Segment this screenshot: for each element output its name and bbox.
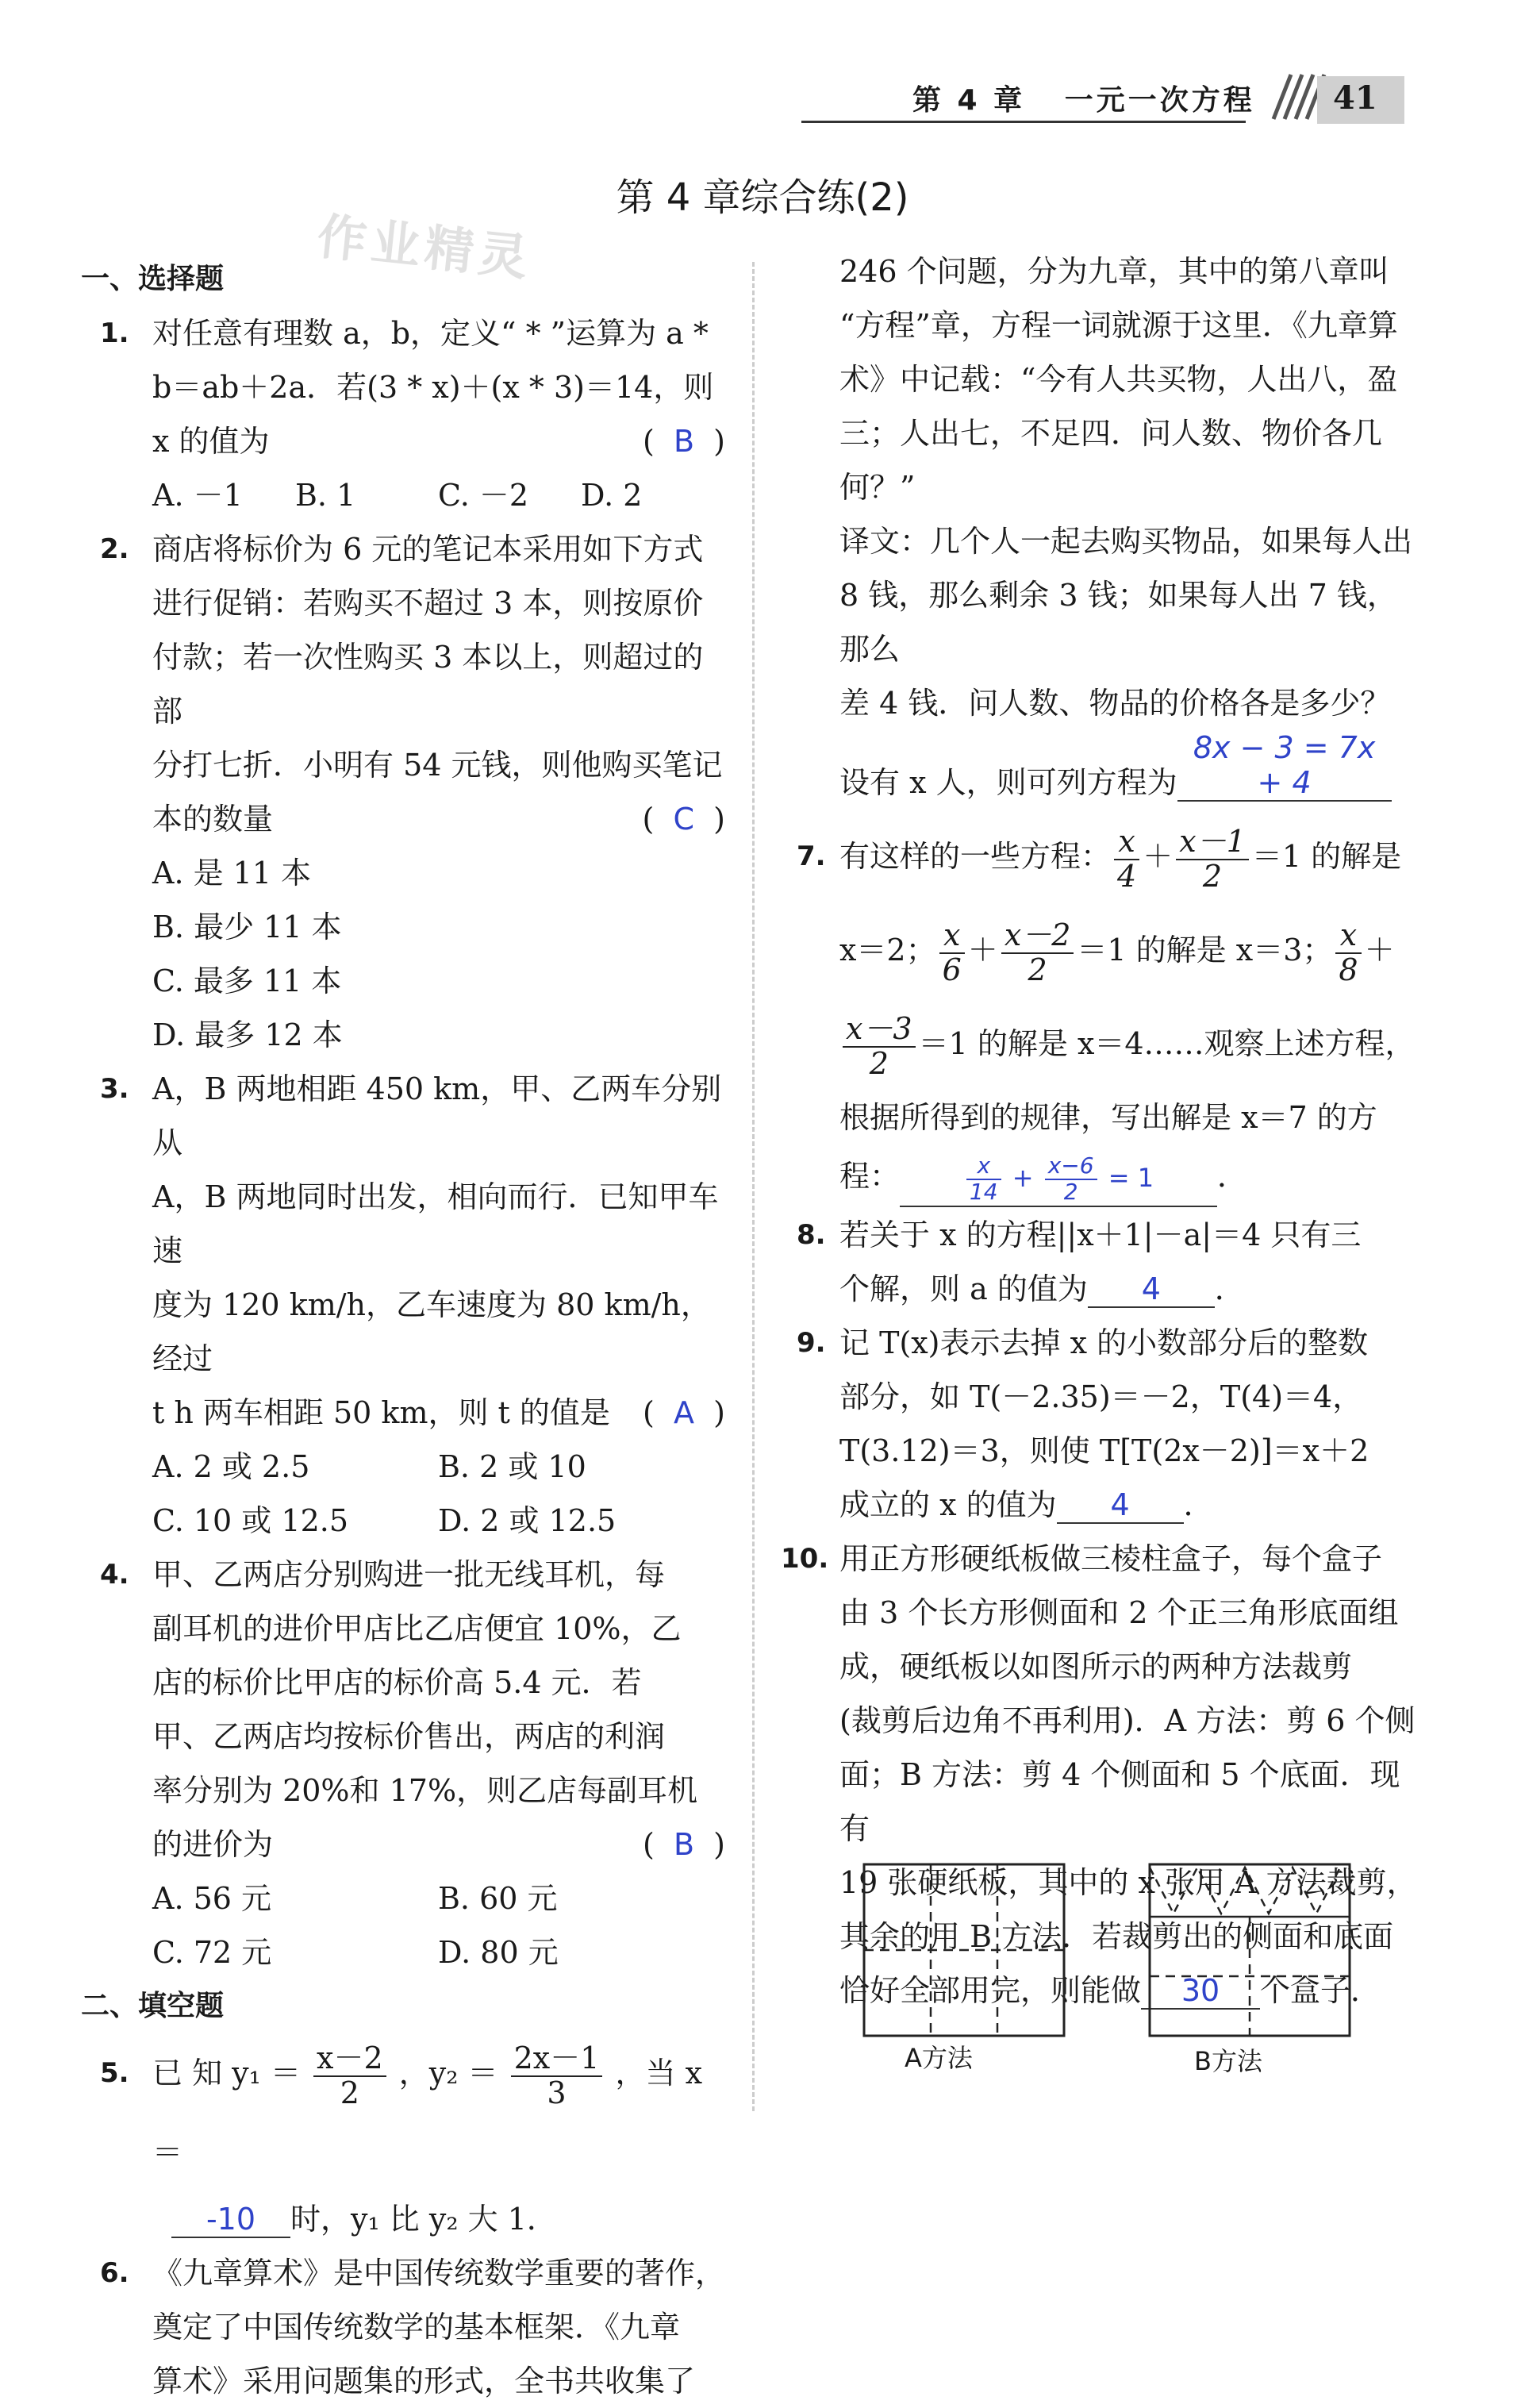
q7-fraction [1335, 919, 1361, 987]
q7-text: x＝2； [839, 933, 936, 967]
q7-text: 有这样的一些方程： [839, 839, 1112, 874]
answer-fraction [966, 1154, 1001, 1205]
option-a: A. 56 元 [152, 1881, 272, 1916]
q6-line: 《九章算术》是中国传统数学重要的著作， [152, 2256, 726, 2291]
q7-fraction [1114, 825, 1139, 894]
q5-fraction-1 [313, 2042, 386, 2110]
question-8 [793, 1208, 1420, 1316]
question-number: 4. [100, 1559, 129, 1591]
q3-line-text: t h 两车相距 50 km，则 t 的值是 [152, 1395, 610, 1430]
q7-fraction [843, 1010, 916, 1081]
q9-line: 记 T(x)表示去掉 x 的小数部分后的整数 [839, 1325, 1369, 1360]
q6-line [839, 730, 1420, 810]
q2-line: 商店将标价为 6 元的笔记本采用如下方式 [152, 532, 704, 567]
option-c: C. 72 元 [152, 1935, 272, 1970]
option-a: A. 是 11 本 [152, 856, 312, 890]
question-5 [86, 2033, 725, 2192]
answer-blank: 4 [1088, 1271, 1215, 1308]
question-number: 9. [797, 1327, 826, 1359]
q10-line: 成，硬纸板以如图所示的两种方法裁剪 [839, 1649, 1353, 1684]
method-b-label: B方法 [1194, 2046, 1262, 2076]
numerator: x－3 [843, 1013, 916, 1048]
option-c: C. 最多 11 本 [152, 964, 342, 998]
question-number: 6. [100, 2257, 129, 2289]
q9-line: 部分，如 T(－2.35)＝－2，T(4)＝4， [839, 1379, 1363, 1414]
denominator: 6 [942, 952, 962, 987]
numerator: 2x－1 [511, 2042, 603, 2077]
q9-line: 成立的 x 的值为 4 ． [839, 1487, 1214, 1522]
question-number: 1. [100, 317, 129, 349]
section-choice: 一、选择题 [81, 263, 225, 295]
q5-tail: 时，y₁ 比 y₂ 大 1． [290, 2202, 557, 2237]
q7-line: 程： $\frac{x}{14}$ + $\frac{x-6}{2}$ = 1 ． [839, 1144, 1420, 1208]
numerator: x [939, 919, 965, 954]
q10-line: 由 3 个长方形侧面和 2 个正三角形底面组 [839, 1595, 1399, 1630]
question-2 [86, 522, 725, 846]
q3-line [152, 1386, 725, 1440]
numerator: x－1 [1176, 825, 1249, 860]
q7-line [839, 997, 1420, 1091]
answer-blank: -10 [171, 2202, 290, 2238]
chapter-title: 一元一次方程 [1064, 84, 1255, 117]
q7-fraction [1001, 919, 1074, 987]
denominator: 2 [1028, 952, 1047, 987]
numerator: x [966, 1154, 1001, 1180]
option-d: D. 80 元 [438, 1935, 559, 1970]
watermark: 作业精灵 [314, 206, 536, 287]
q5-text: 已 知 y₁ ＝ [152, 2056, 301, 2091]
q1-line: 对任意有理数 a，b，定义“ * ”运算为 a * [152, 316, 709, 351]
q4-line: 店的标价比甲店的标价高 5.4 元．若 [152, 1665, 642, 1700]
q1-options [86, 468, 725, 522]
denominator: 2 [1063, 1179, 1078, 1205]
question-1 [86, 306, 725, 468]
question-4 [86, 1548, 725, 1871]
q7-text: 程： [839, 1159, 901, 1194]
numerator: x [1335, 919, 1361, 954]
q10-line: 其余的用 B 方法．若裁剪出的侧面和底面 [839, 1919, 1394, 1954]
q6-line: 奠定了中国传统数学的基本框架．《九章 [152, 2310, 681, 2345]
q4-options-row [86, 1925, 725, 1979]
option-b: B. 最少 11 本 [152, 910, 342, 944]
q7-fraction [1176, 825, 1249, 894]
chapter-number: 第 4 章 [912, 84, 1026, 117]
numerator: x−6 [1045, 1154, 1097, 1180]
q4-line: 副耳机的进价甲店比乙店便宜 10%，乙 [152, 1611, 682, 1646]
right-column [781, 244, 1420, 2018]
question-number: 8. [797, 1219, 826, 1251]
q3-options-row [86, 1494, 725, 1548]
denominator: 3 [547, 2075, 567, 2110]
question-number: 10. [781, 1543, 829, 1575]
answer-paren: ( C ) [642, 802, 725, 837]
q4-line [152, 1818, 725, 1871]
q4-line-text: 的进价为 [152, 1827, 274, 1862]
answer-tail: = 1 [1108, 1163, 1154, 1193]
answer: A [674, 1395, 695, 1430]
q3-options-row [86, 1440, 725, 1494]
question-7 [793, 810, 1420, 1208]
q7-text: ＝1 的解是 [1251, 839, 1402, 874]
q7-line: 有这样的一些方程： $\frac{x}{4}$ ＋ $\frac{x-1}{2}$ ＝1 的解是 [839, 823, 1402, 894]
option-d: D. 最多 12 本 [152, 1017, 343, 1052]
q5-text: ，y₂ ＝ [398, 2056, 498, 2091]
q8-text: 个解，则 a 的值为 [839, 1271, 1088, 1306]
q1-line: b＝ab＋2a．若(3 * x)＋(x * 3)＝14，则 [152, 370, 714, 405]
method-a-label: A方法 [905, 2043, 973, 2073]
denominator: 2 [869, 1045, 889, 1081]
denominator: 2 [1202, 858, 1223, 894]
section-fill: 二、填空题 [81, 1990, 225, 2022]
q3-line: A，B 两地相距 450 km，甲、乙两车分别从 [152, 1071, 722, 1160]
q6-line: 246 个问题，分为九章，其中的第八章叫 [839, 254, 1389, 289]
q9-text: 成立的 x 的值为 [839, 1487, 1057, 1522]
q2-line: 进行促销：若购买不超过 3 本，则按原价 [152, 586, 704, 621]
q7-line: 根据所得到的规律，写出解是 x＝7 的方 [839, 1100, 1377, 1135]
page-title: 第 4 章综合练(2) [616, 175, 909, 220]
q5-text: ，当 x ＝ [152, 2056, 703, 2170]
chapter-header [912, 78, 1255, 118]
q7-line: x＝2； $\frac{x}{6}$ ＋ $\frac{x-2}{2}$ ＝1 的解是 x＝3； $\frac{x}{8}$ ＋ [839, 917, 1395, 987]
method-b-figure [1147, 1861, 1353, 2040]
question-9 [793, 1316, 1420, 1532]
q10-line: 用正方形硬纸板做三棱柱盒子，每个盒子 [839, 1541, 1383, 1576]
method-a-figure [861, 1861, 1067, 2040]
header-rule [801, 121, 1246, 123]
q5-line-2 [86, 2192, 725, 2246]
option-d: D. 2 或 12.5 [438, 1503, 617, 1538]
option-b: B. 1 [295, 478, 356, 513]
q3-line: 度为 120 km/h，乙车速度为 80 km/h，经过 [152, 1287, 711, 1376]
q10-line: 19 张硬纸板，其中的 x 张用 A 方法裁剪， [839, 1865, 1417, 1900]
q1-line [152, 414, 725, 468]
answer: B [673, 1827, 695, 1862]
answer-paren: ( A ) [643, 1395, 725, 1430]
q10-line: 面；B 方法：剪 4 个侧面和 5 个底面．现有 [839, 1757, 1400, 1846]
left-column [81, 252, 726, 2408]
question-6-continued [793, 244, 1420, 810]
q4-line: 率分别为 20%和 17%，则乙店每副耳机 [152, 1773, 698, 1808]
option-b: B. 2 或 10 [438, 1449, 586, 1484]
q6-line: 术》中记载：“今有人共买物，人出八，盈 [839, 362, 1398, 397]
denominator: 14 [969, 1179, 998, 1205]
question-number: 3. [100, 1073, 129, 1105]
q10-line: (裁剪后边角不再利用)．A 方法：剪 6 个侧 [839, 1703, 1416, 1738]
answer: C [673, 802, 695, 837]
q2-line [152, 792, 725, 846]
q10-text: 恰好全部用完，则能做 [839, 1973, 1142, 2008]
q6-line-text: 设有 x 人，则可列方程为 [839, 765, 1177, 800]
answer-blank: 4 [1057, 1487, 1184, 1524]
option-c: C. －2 [438, 478, 529, 513]
q2-line-text: 本的数量 [152, 802, 274, 837]
answer-paren: ( B ) [642, 424, 725, 459]
q6-line: “方程”章，方程一词就源于这里．《九章算 [839, 308, 1398, 343]
q2-line: 分打七折．小明有 54 元钱，则他购买笔记 [152, 748, 723, 783]
option-d: D. 2 [581, 478, 643, 513]
q1-line-text: x 的值为 [152, 424, 270, 459]
q6-line: 8 钱，那么剩余 3 钱；如果每人出 7 钱，那么 [839, 578, 1397, 667]
answer-blank: 30 [1141, 1973, 1260, 2010]
q5-fraction-2 [511, 2042, 603, 2110]
answer-paren: ( B ) [642, 1827, 725, 1862]
question-number: 7. [797, 840, 826, 872]
question-number: 5. [100, 2057, 129, 2089]
denominator: 2 [340, 2075, 359, 2110]
q6-line: 译文：几个人一起去购买物品，如果每人出 [839, 524, 1413, 559]
numerator: x－2 [1001, 919, 1074, 954]
q4-options-row [86, 1871, 725, 1925]
q6-line: 三；人出七，不足四．问人数、物价各几何？” [839, 416, 1383, 505]
q8-line: 若关于 x 的方程||x＋1|－a|＝4 只有三 [839, 1217, 1362, 1252]
q9-line: T(3.12)＝3，则使 T[T(2x－2)]＝x＋2 [839, 1433, 1369, 1468]
page-number: 41 [1333, 79, 1377, 117]
option-b: B. 60 元 [438, 1881, 558, 1916]
q7-text: ＝1 的解是 x＝3； [1077, 933, 1333, 967]
question-3 [86, 1062, 725, 1440]
q8-line: 个解，则 a 的值为 4 ． [839, 1271, 1245, 1306]
option-c: C. 10 或 12.5 [152, 1503, 349, 1538]
numerator: x－2 [313, 2042, 386, 2077]
answer-blank: $\frac{x}{14}$ + $\frac{x-6}{2}$ = 1 [900, 1150, 1217, 1207]
denominator: 8 [1339, 952, 1358, 987]
denominator: 4 [1117, 858, 1137, 894]
question-6-start [86, 2246, 725, 2408]
q6-line: 差 4 钱．问人数、物品的价格各是多少？ [839, 686, 1391, 721]
option-a: A. 2 或 2.5 [152, 1449, 310, 1484]
q10-text: 个盒子． [1260, 1973, 1381, 2008]
answer-fraction [1045, 1154, 1097, 1205]
q4-line: 甲、乙两店均按标价售出，两店的利润 [152, 1719, 666, 1754]
q6-line: 算术》采用问题集的形式，全书共收集了 [152, 2364, 696, 2398]
q7-text: ＝1 的解是 x＝4……观察上述方程， [918, 1026, 1416, 1061]
option-a: A. －1 [152, 478, 243, 513]
answer: B [673, 424, 695, 459]
question-number: 2. [100, 533, 129, 565]
q2-line: 付款；若一次性购买 3 本以上，则超过的部 [152, 640, 704, 729]
answer-blank: 8x − 3 = 7x + 4 [1177, 730, 1392, 802]
column-divider [752, 262, 755, 2111]
numerator: x [1114, 825, 1139, 860]
q7-fraction [939, 919, 965, 987]
q4-line: 甲、乙两店分别购进一批无线耳机，每 [152, 1557, 666, 1592]
q3-line: A，B 两地同时出发，相向而行．已知甲车速 [152, 1179, 719, 1268]
